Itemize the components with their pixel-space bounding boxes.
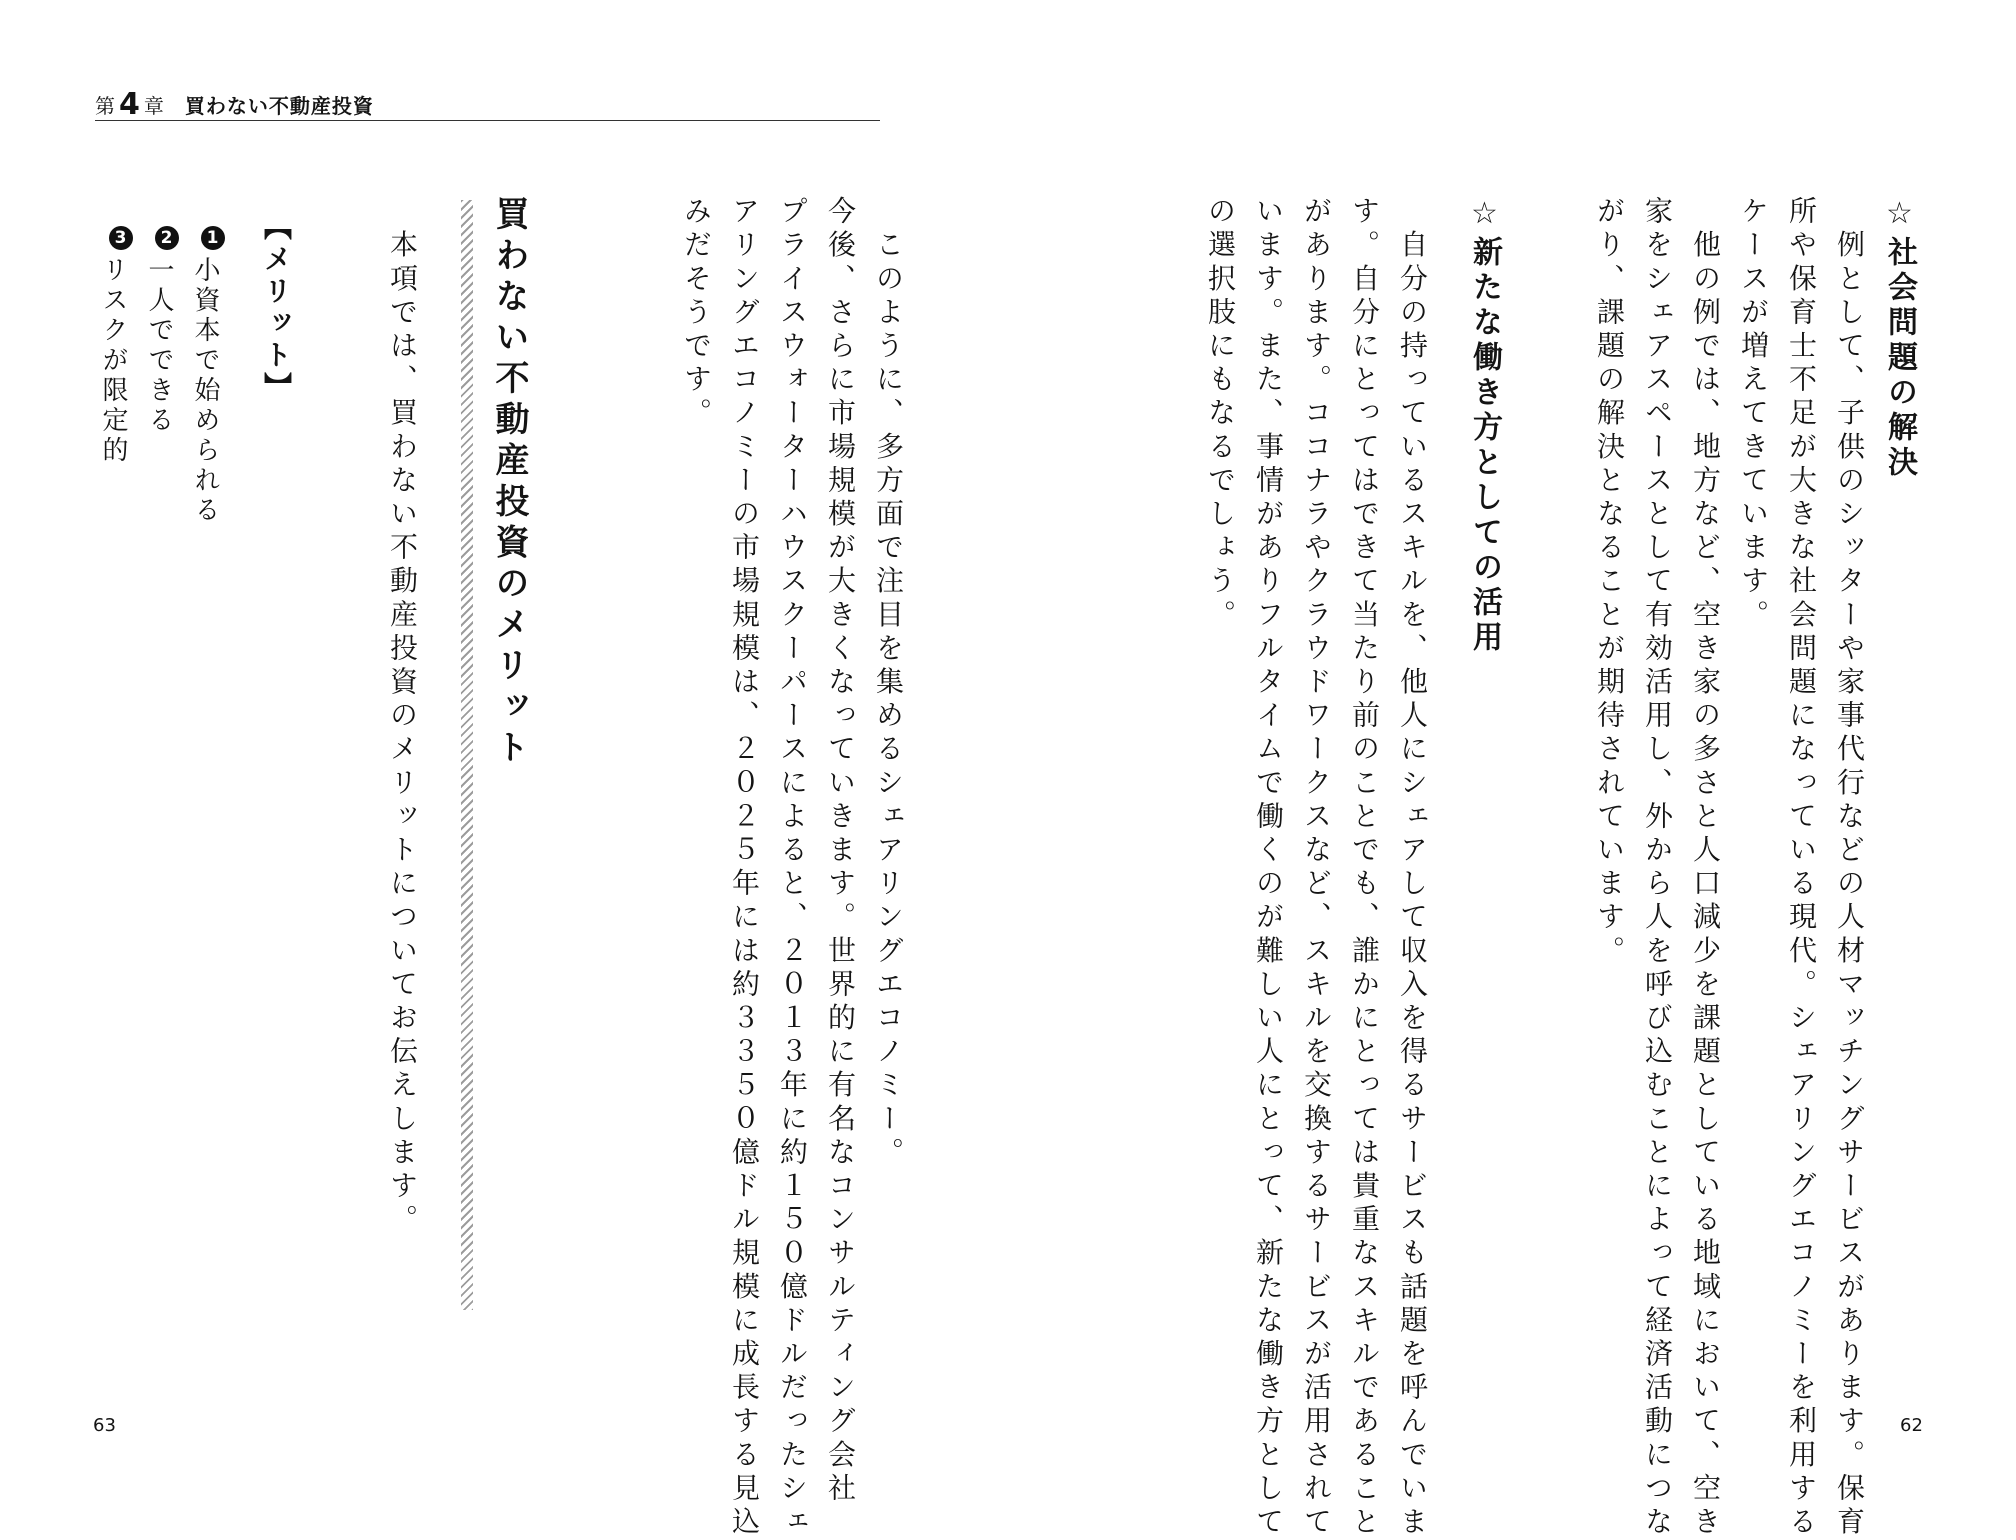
merit-item-3 [91,226,135,466]
heading-new-work-style: ☆新たな働き方としての活用 [1467,196,1502,656]
section-title: 買わない不動産投資のメリット [489,196,529,770]
merit-text: 小資本で始められる [190,256,220,526]
running-header [95,86,880,120]
chapter-number: 4 [119,87,141,122]
body-column: アリングエコノミーの市場規模は、２０２５年には約３３５０億ドル規模に成長する見込 [728,196,761,1540]
page-number-left: 63 [93,1415,116,1436]
body-column: ケースが増えてきています。 [1737,196,1770,633]
number-1-badge: 1 [201,226,225,250]
body-column: 例として、子供のシッターや家事代行などの人材マッチングサービスがあります。保育 [1833,196,1866,1540]
header-rule [95,120,880,121]
body-column: プライスウォーターハウスクーパースによると、２０１３年に約１５０億ドルだったシェ [776,196,809,1540]
body-column: の選択肢にもなるでしょう。 [1204,196,1237,633]
body-column: 他の例では、地方など、空き家の多さと人口減少を課題としている地域において、空き [1689,196,1722,1540]
body-column: います。また、事情がありフルタイムで働くのが難しい人にとって、新たな働き方として [1252,196,1285,1540]
body-column: す。自分にとってはできて当たり前のことでも、誰かにとっては貴重なスキルであること [1348,196,1381,1540]
intro-column: 本項では、買わない不動産投資のメリットについてお伝えします。 [386,196,419,1238]
body-column: があります。ココナラやクラウドワークスなど、スキルを交換するサービスが活用されて [1300,196,1333,1540]
merit-text: リスクが限定的 [98,256,128,466]
body-column: 所や保育士不足が大きな社会問題になっている現代。シェアリングエコノミーを利用する [1785,196,1818,1540]
body-column: 今後、さらに市場規模が大きくなっていきます。世界的に有名なコンサルティング会社 [824,196,857,1507]
chapter-suffix: 章 [143,94,165,118]
chapter-prefix: 第 [95,94,116,118]
merit-text: 一人でできる [144,256,174,436]
body-column: がり、課題の解決となることが期待されています。 [1593,196,1626,969]
body-column: 自分の持っているスキルを、他人にシェアして収入を得るサービスも話題を呼んでいま [1396,196,1429,1540]
section-title-hatch [461,200,473,1310]
merit-label: 【メリット】 [260,212,293,404]
merit-item-2 [137,226,181,436]
heading-social-issues: ☆社会問題の解決 [1882,196,1917,481]
number-3-badge: 3 [109,226,133,250]
body-column: このように、多方面で注目を集めるシェアリングエコノミー。 [872,196,905,1171]
number-2-badge: 2 [155,226,179,250]
chapter-title: 買わない不動産投資 [184,94,374,118]
page-number-right: 62 [1900,1415,1923,1436]
merit-item-1 [183,226,227,526]
body-column: 家をシェアスペースとして有効活用し、外から人を呼び込むことによって経済活動につな [1641,196,1674,1540]
body-column: みだそうです。 [680,196,713,432]
